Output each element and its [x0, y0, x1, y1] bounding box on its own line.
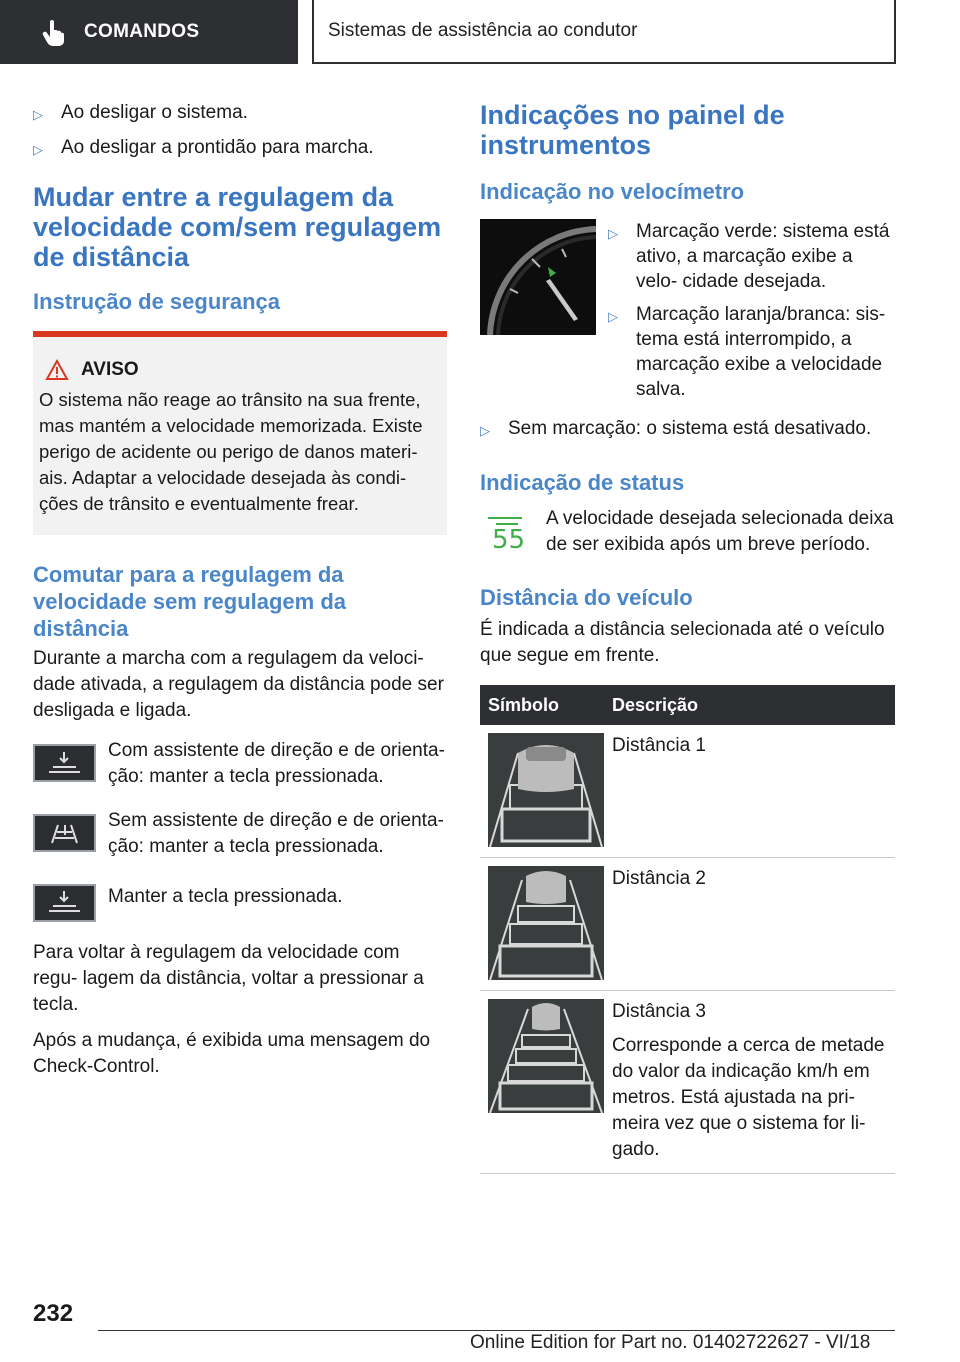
page-number: 232: [33, 1300, 74, 1327]
distance-text: É indicada a distância selecionada até o veículo que segue em frente.: [480, 619, 885, 666]
edition-text: Online Edition for Part no. 01402722627 - VI/18: [470, 1332, 871, 1353]
switch-heading: Comutar para a regulagem da velocidade sem regulagem da distância: [33, 562, 347, 641]
hand-pointer-icon: [40, 18, 68, 46]
list-item: ▷ Sem marcação: o sistema está desativado.: [480, 416, 895, 443]
speedo-block: [480, 219, 895, 410]
list-item: ▷ Marcação verde: sistema está ativo, a marcação exibe a velo- cidade desejada.: [608, 221, 890, 292]
left-column: [33, 100, 447, 1080]
switch-text: Durante a marcha com a regulagem da veloci- dade ativada, a regulagem da distância pode ser desligada e ligada.: [33, 648, 444, 721]
status-block: [480, 506, 895, 558]
speed-status-icon: [480, 506, 546, 558]
warning-box: [33, 331, 447, 535]
section-title: Sistemas de assistência ao condutor: [312, 0, 896, 64]
distance-1-car-icon: [488, 733, 604, 847]
return-text: Para voltar à regulagem da velocidade com regu- lagem da distância, voltar a pressionar a tecla.: [33, 942, 424, 1015]
distance-3-car-icon: [488, 999, 604, 1113]
distance-label: Distância 1: [604, 725, 895, 858]
triangle-bullet-icon: ▷: [608, 309, 618, 324]
table-row: [480, 991, 895, 1174]
lane-assist-button-icon: [33, 814, 96, 852]
triangle-bullet-icon: ▷: [480, 423, 490, 438]
section-heading: Mudar entre a regulagem da velocidade com/sem regulagem de distância: [33, 182, 442, 272]
distance-description: Corresponde a cerca de metade do valor da indicação km/h em metros. Está ajustada na pri- meira vez que o sistema for li- gado.: [612, 1035, 885, 1160]
table-row: [480, 725, 895, 858]
status-text: A velocidade desejada selecionada deixa de ser exibida após um breve período.: [546, 508, 894, 555]
chapter-tab[interactable]: [0, 0, 298, 64]
list-item: ▷ Ao desligar o sistema.: [33, 100, 447, 127]
status-speed-number: 55: [492, 525, 526, 552]
distance-button-icon: [33, 884, 96, 922]
distance-table: [480, 685, 895, 1174]
warning-title: AVISO: [39, 357, 437, 383]
section-heading: Indicações no painel de instrumentos: [480, 100, 785, 160]
speedo-heading: Indicação no velocímetro: [480, 179, 745, 204]
footer-divider: [98, 1330, 895, 1331]
speedometer-image: [480, 219, 596, 335]
warning-triangle-icon: [45, 359, 69, 381]
table-header-symbol: Símbolo: [480, 685, 604, 725]
distance-label: Distância 3: [612, 1001, 706, 1022]
chapter-label: COMANDOS: [84, 21, 200, 42]
list-item: ▷ Marcação laranja/branca: sis- tema está interrompido, a marcação exibe a velocidade salva.: [608, 304, 886, 400]
triangle-bullet-icon: ▷: [33, 107, 43, 122]
button-description: Manter a tecla pressionada.: [33, 878, 447, 922]
table-header-description: Descrição: [604, 685, 895, 725]
distance-label: Distância 2: [604, 858, 895, 991]
distance-heading: Distância do veículo: [480, 585, 693, 610]
status-heading: Indicação de status: [480, 470, 685, 495]
safety-heading: Instrução de segurança: [33, 289, 280, 314]
warning-text: O sistema não reage ao trânsito na sua frente, mas mantém a velocidade memorizada. Existe perigo de acidente ou perigo de danos materi- ais. Adaptar a velocidade desejada às condi- ções de trânsito e eventualmente frear.: [39, 389, 423, 514]
triangle-bullet-icon: ▷: [608, 226, 618, 241]
button-description: Sem assistente de direção e de orienta- ção: manter a tecla pressionada.: [33, 808, 447, 860]
distance-2-car-icon: [488, 866, 604, 980]
table-row: [480, 858, 895, 991]
distance-lane-button-icon: [33, 744, 96, 782]
right-column: [480, 100, 895, 1174]
button-description: Com assistente de direção e de orienta- ção: manter a tecla pressionada.: [33, 738, 447, 790]
list-item: ▷ Ao desligar a prontidão para marcha.: [33, 135, 447, 162]
after-text: Após a mudança, é exibida uma mensagem do Check-Control.: [33, 1030, 431, 1077]
triangle-bullet-icon: ▷: [33, 142, 43, 157]
